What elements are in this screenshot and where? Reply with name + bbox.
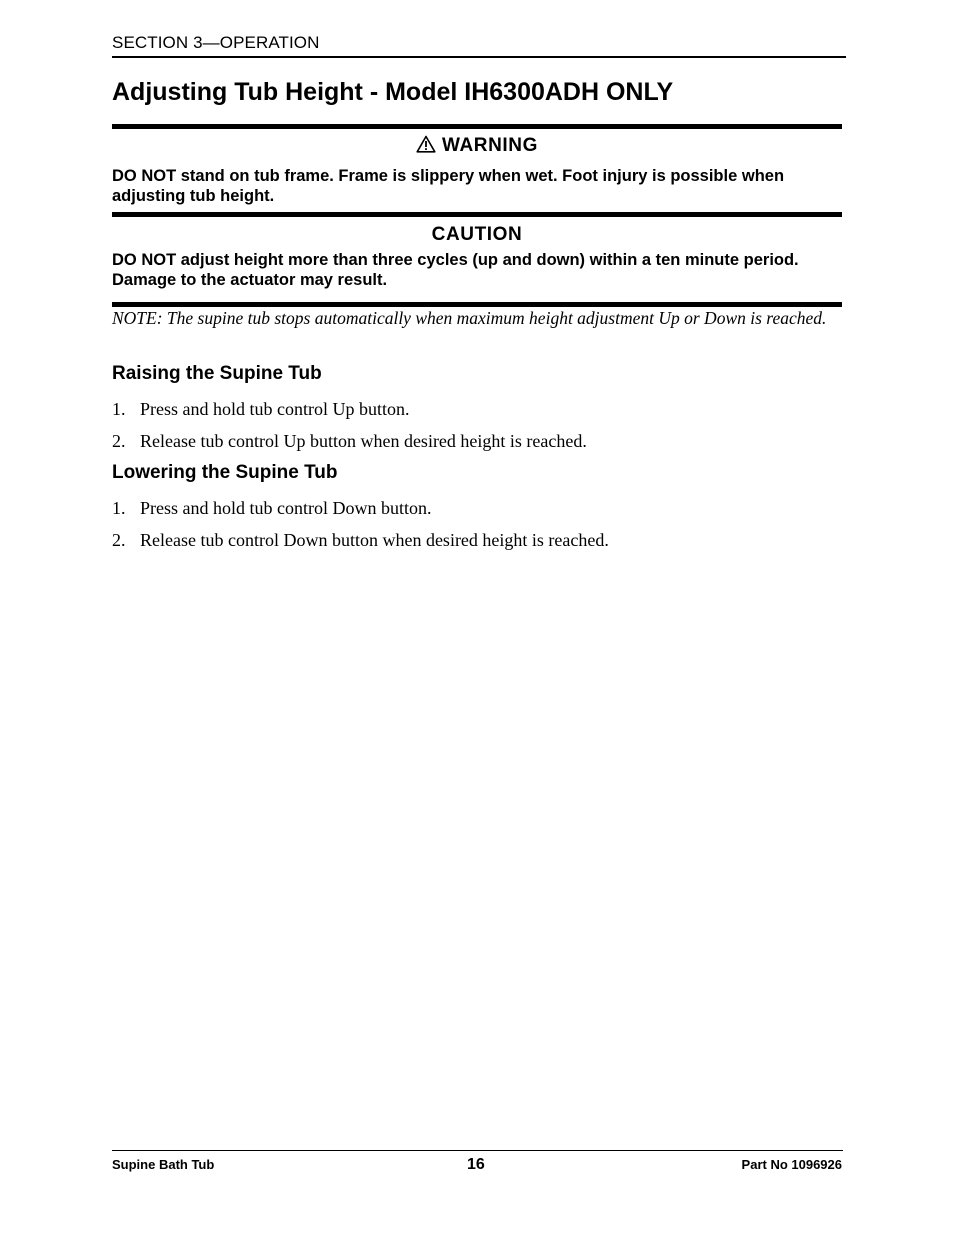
footer-product-name: Supine Bath Tub <box>112 1157 215 1172</box>
footer-page-number: 16 <box>467 1156 485 1173</box>
warning-lead: DO NOT <box>112 167 177 185</box>
step-number: 2. <box>112 530 126 550</box>
warning-triangle-icon <box>416 135 436 153</box>
warning-body: stand on tub frame. Frame is slippery when wet. Foot injury is possible when adjusting tub height. <box>112 167 785 205</box>
raising-step-2 <box>112 430 843 452</box>
step-text: Release tub control Down button when desired height is reached. <box>140 530 609 550</box>
step-text: Release tub control Up button when desired height is reached. <box>140 431 587 451</box>
warning-heading-label: WARNING <box>441 135 539 156</box>
footer-part-number: Part No 1096926 <box>741 1157 842 1172</box>
manual-page <box>112 0 843 1235</box>
raising-step-1 <box>112 398 843 420</box>
lowering-step-1 <box>112 497 843 519</box>
lowering-heading: Lowering the Supine Tub <box>112 462 338 483</box>
step-number: 2. <box>112 431 126 451</box>
step-number: 1. <box>112 399 126 419</box>
lowering-step-2 <box>112 529 843 551</box>
warning-text <box>112 167 842 206</box>
warning-top-rule <box>112 124 842 129</box>
footer-rule <box>112 1150 843 1151</box>
warning-heading <box>112 134 842 158</box>
note-text: NOTE: The supine tub stops automatically when maximum height adjustment Up or Down is reached. <box>112 308 827 328</box>
raising-heading: Raising the Supine Tub <box>112 363 322 384</box>
caution-top-rule <box>112 212 842 217</box>
caution-text <box>112 251 842 290</box>
caution-heading: CAUTION <box>431 224 523 245</box>
step-text: Press and hold tub control Up button. <box>140 399 410 419</box>
caution-lead: DO NOT <box>112 251 177 269</box>
step-text: Press and hold tub control Down button. <box>140 498 432 518</box>
page-title: Adjusting Tub Height - Model IH6300ADH ONLY <box>112 78 674 106</box>
section-header: SECTION 3—OPERATION <box>112 32 846 58</box>
caution-body: adjust height more than three cycles (up and down) within a ten minute period. Damage to the actuator may result. <box>112 251 799 289</box>
step-number: 1. <box>112 498 126 518</box>
